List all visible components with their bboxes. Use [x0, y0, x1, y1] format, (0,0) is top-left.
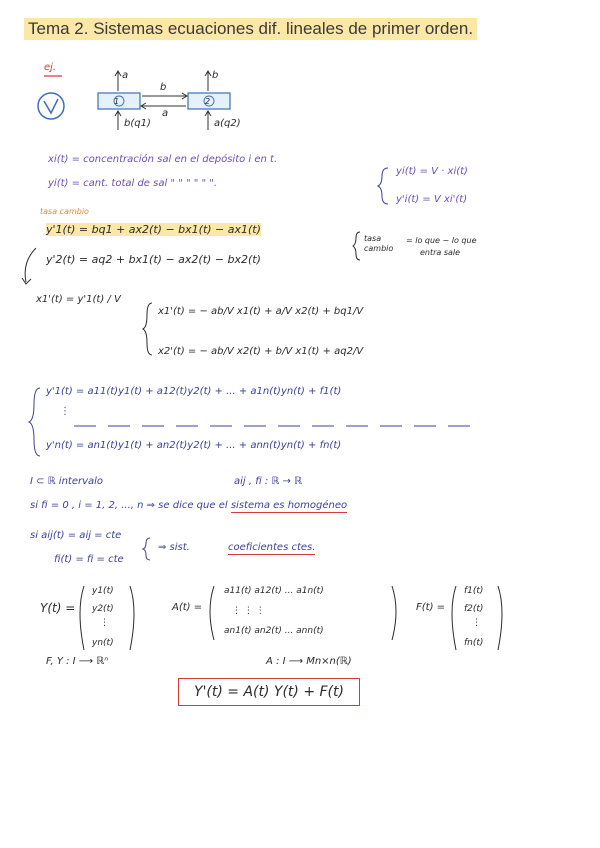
F-label: F(t) =	[416, 602, 446, 613]
tasa-note-c: = lo que − lo que	[406, 236, 477, 245]
example-label: ej.	[44, 62, 57, 73]
def-yi: yi(t) = cant. total de sal " " " " " ".	[48, 178, 218, 189]
system-x1: x1'(t) = − ab/V x1(t) + a/V x2(t) + bq1/V	[158, 306, 364, 317]
A-row-1: a11(t) a12(t) ... a1n(t)	[224, 586, 324, 596]
homogeneous-condition: si fi = 0 , i = 1, 2, ..., n ⇒ se dice que el sistema es homogéneo	[30, 500, 348, 511]
Y-label: Y(t) =	[40, 601, 76, 615]
flow-a-label: a	[162, 108, 169, 119]
relation-y-x: yi(t) = V · xi(t)	[396, 166, 468, 177]
homogeneous-term: sistema es homogéneo	[230, 500, 348, 511]
check-mark-icon	[44, 99, 58, 113]
check-circle-icon	[38, 93, 64, 119]
const-coef-condition-b: fi(t) = fi = cte	[54, 554, 124, 565]
F-entry-1: f1(t)	[464, 586, 484, 596]
main-equation: Y'(t) = A(t) Y(t) + F(t)	[194, 684, 344, 700]
Y-entry-dots: ⋮	[100, 618, 109, 628]
A-row-dots: ⋮ ⋮ ⋮	[232, 606, 265, 616]
A-mapping: A : I ⟶ Mn×n(ℝ)	[266, 656, 352, 667]
A-row-n: an1(t) an2(t) ... ann(t)	[224, 626, 324, 636]
A-label: A(t) =	[172, 602, 203, 613]
equation-tank-1: y'1(t) = bq1 + ax2(t) − bx1(t) − ax1(t)	[46, 223, 261, 236]
equation-tank-2: y'2(t) = aq2 + bx1(t) − ax2(t) − bx2(t)	[46, 253, 261, 266]
FY-mapping: F, Y : I ⟶ ℝⁿ	[46, 656, 109, 667]
tasa-cambio-label: tasa cambio	[40, 207, 89, 216]
tank-1-label: 1	[114, 97, 120, 106]
tank-2-label: 2	[205, 97, 211, 106]
in-a-label: a	[122, 70, 129, 81]
x1-prime-relation: x1'(t) = y'1(t) / V	[36, 294, 121, 305]
F-entry-dots: ⋮	[472, 618, 481, 628]
interval-def: I ⊂ ℝ intervalo	[30, 476, 104, 487]
general-eq-n: y'n(t) = an1(t)y1(t) + an2(t)y2(t) + ... + ann(t)yn(t) + fn(t)	[46, 440, 342, 451]
system-x2: x2'(t) = − ab/V x2(t) + b/V x1(t) + aq2/V	[158, 346, 364, 357]
Y-entry-1: y1(t)	[92, 586, 114, 596]
page-title: Tema 2. Sistemas ecuaciones dif. lineales de primer orden.	[28, 19, 474, 38]
tasa-note-a: tasa	[364, 234, 382, 243]
F-entry-n: fn(t)	[464, 638, 484, 648]
general-eq-dots: ⋮	[60, 406, 70, 417]
coef-functions-def: aij , fi : ℝ → ℝ	[234, 476, 302, 487]
Y-entry-n: yn(t)	[92, 638, 114, 648]
general-eq-1: y'1(t) = a11(t)y1(t) + a12(t)y2(t) + ... + a1n(t)yn(t) + f1(t)	[46, 386, 342, 397]
tasa-note-b: cambio	[364, 244, 394, 253]
relation-yp-xp: y'i(t) = V xi'(t)	[396, 194, 468, 205]
in-b-label: b	[212, 70, 219, 81]
flow-b-label: b	[160, 82, 167, 93]
const-coef-term: coeficientes ctes.	[228, 542, 316, 553]
main-equation-box	[178, 678, 360, 706]
out-aq2-label: a(q2)	[214, 118, 241, 129]
const-coef-implies: ⇒ sist.	[158, 542, 190, 553]
F-entry-2: f2(t)	[464, 604, 484, 614]
Y-entry-2: y2(t)	[92, 604, 114, 614]
tasa-note-d: entra sale	[420, 248, 461, 257]
const-coef-condition-a: si aij(t) = aij = cte	[30, 530, 122, 541]
out-bq1-label: b(q1)	[124, 118, 151, 129]
def-xi: xi(t) = concentración sal en el depósito i en t.	[48, 154, 278, 165]
